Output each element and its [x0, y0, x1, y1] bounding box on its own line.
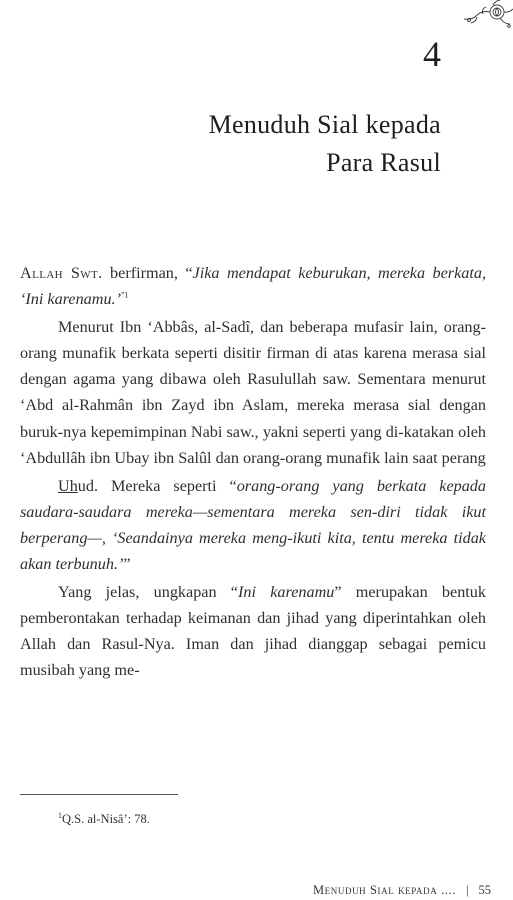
- paragraph-4: [20, 579, 486, 683]
- closing-quote: ”: [123, 555, 131, 574]
- quran-quote: Jika mendapat keburukan, mereka berkata, ‘Ini karenamu.’: [20, 264, 486, 309]
- paragraph-3: [20, 473, 486, 577]
- page-number: 55: [478, 883, 491, 897]
- paragraph-3-text: ud. Mereka seperti “: [77, 476, 237, 495]
- quran-quote-2: orang-orang yang berkata kepada saudara-saudara mereka—sementara mereka sen-diri tidak ikut berperang—, ‘Seandainya mereka meng-ikuti kita, tentu mereka tidak akan terbunuh.’: [20, 476, 486, 574]
- paragraph-2: Menurut Ibn ‘Abbâs, al-Sadî, dan beberapa mufasir lain, orang-orang munafik berkata seperti disitir firman di atas karena merasa sial dengan agama yang dibawa oleh Rasulullah saw. Sementara menurut ‘Abd al-Rahmân ibn Zayd ibn Aslam, mereka merasa sial dengan buruk-nya kepemimpinan Nabi saw., yakni seperti yang di-katakan oleh ‘Abdullâh ibn Ubay ibn Salûl dan orang-orang munafik lain saat perang: [20, 318, 486, 467]
- italic-phrase: Ini karenamu: [238, 583, 335, 602]
- footnote-reference: ”1: [121, 290, 129, 300]
- opening-words: Allah Swt.: [20, 264, 103, 282]
- chapter-title-line-2: Para Rasul: [326, 148, 441, 177]
- footnote-text: Q.S. al-Nisâ’: 78.: [62, 812, 150, 826]
- footnote-number: 1: [58, 810, 62, 820]
- chapter-number: 4: [423, 34, 441, 74]
- paragraph-1: [20, 260, 486, 312]
- paragraph-4-text-2: ” merupakan bentuk pemberontakan terhadap keimanan dan jihad yang diperintahkan oleh Allah dan Rasul-Nya. Iman dan jihad dianggap sebagai pemicu musibah yang me-: [20, 583, 486, 680]
- running-title: Menuduh Sial kepada ....: [312, 883, 456, 897]
- footnote-divider: [20, 794, 178, 795]
- running-footer: [313, 883, 491, 898]
- chapter-title: [101, 106, 441, 182]
- paragraph-1-text: berfirman, “: [102, 264, 193, 282]
- chapter-title-line-1: Menuduh Sial kepada: [208, 110, 441, 139]
- floral-ornament-icon: [453, 0, 513, 34]
- body-text: [20, 260, 486, 684]
- paragraph-4-text-1: Yang jelas, ungkapan “: [58, 583, 238, 602]
- footer-separator: |: [465, 883, 469, 897]
- footnote: [58, 812, 150, 827]
- underlined-letters: Uh: [58, 476, 78, 495]
